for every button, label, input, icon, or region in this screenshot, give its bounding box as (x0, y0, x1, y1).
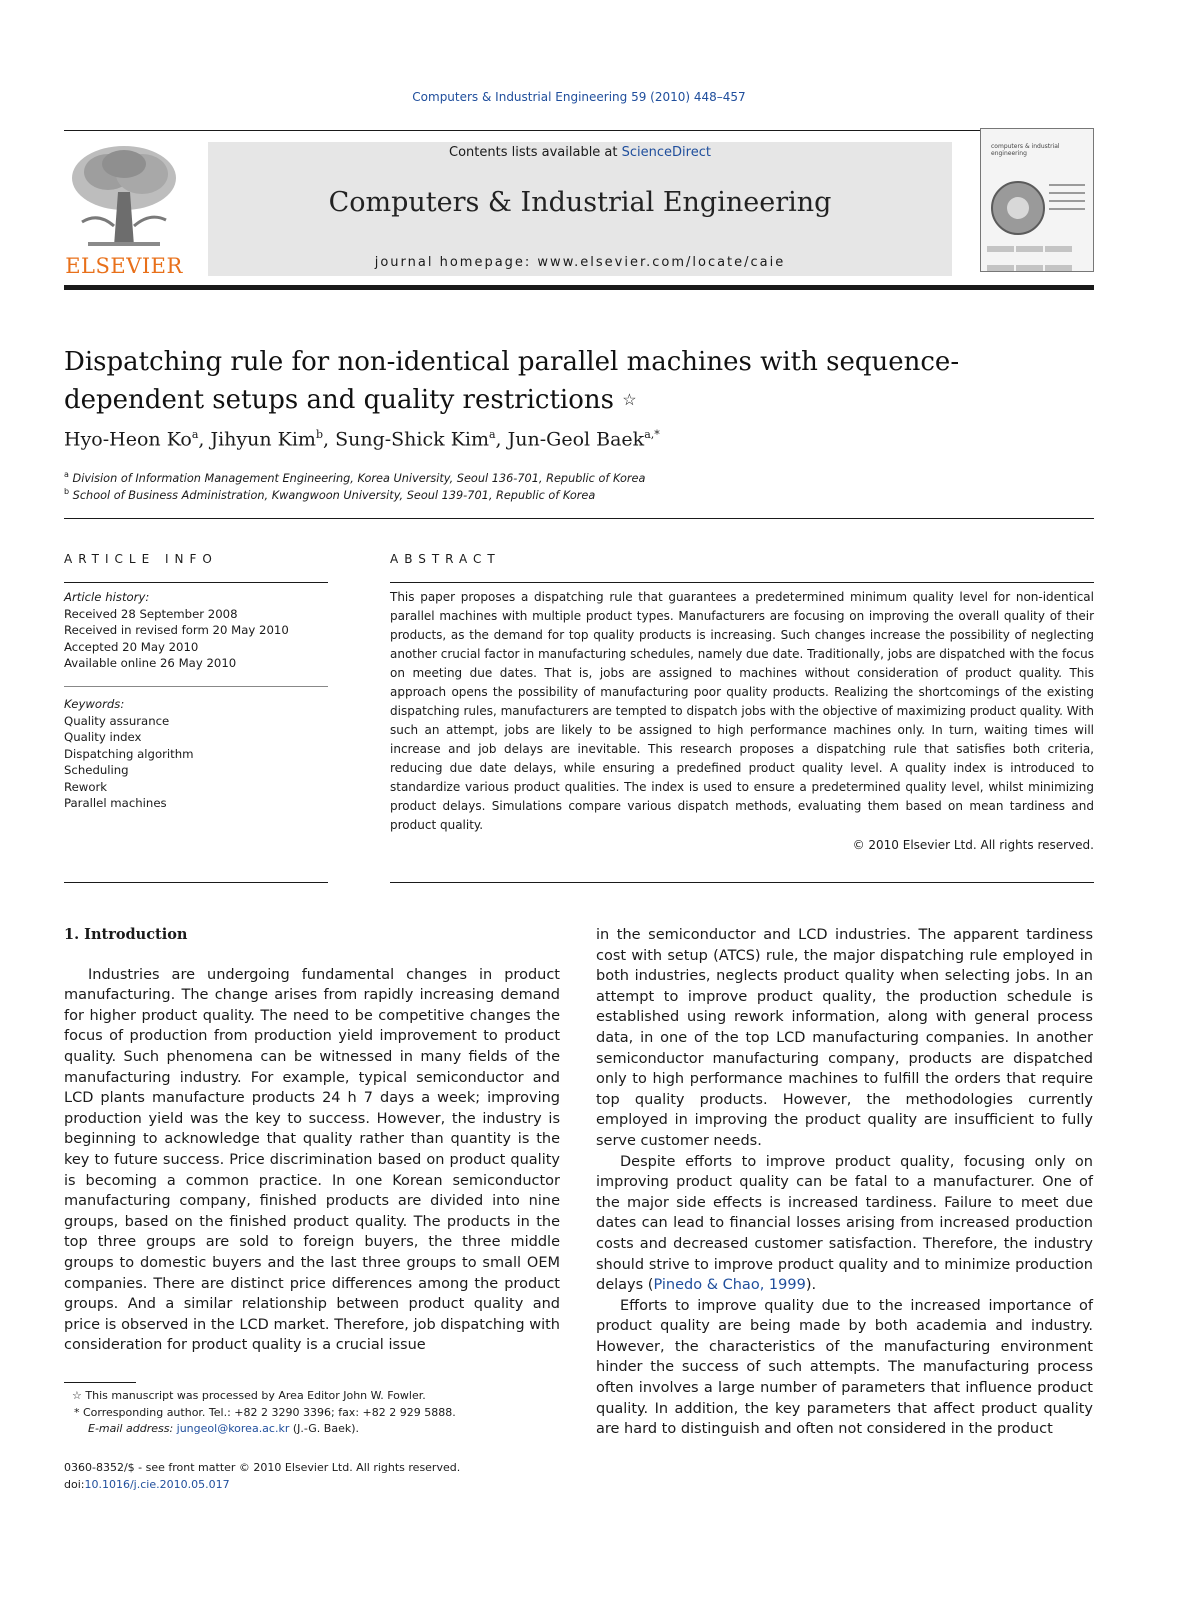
footnote-rule (64, 1382, 136, 1383)
sciencedirect-link[interactable]: ScienceDirect (621, 145, 711, 160)
article-info-bottom-rule (64, 882, 328, 883)
cover-disc-icon (991, 181, 1045, 235)
abstract-text: This paper proposes a dispatching rule that guarantees a predetermined minimum quality level for non-identical parallel machines with multiple product types. Manufacturers are focusing on improving the overall quality of their products, as the demand for top quality products is increasing. Such changes increase the possibility of neglecting another crucial factor in manufacturing schedules, namely due date. Traditionally, jobs are dispatched with the focus on meeting due dates. That is, jobs are assigned to machines without consideration of product quality. This approach opens the possibility of manufacturing poor quality products. Realizing the shortcomings of the existing dispatching rules, manufacturers are tempted to dispatch jobs with the objective of maximizing product quality. With such an attempt, jobs are likely to be assigned to high performance machines only. In turn, waiting times will increase and job delays are inevitable. This research proposes a dispatching rule that satisfies both criteria, reducing due date delays, while ensuring a predefined product quality level. A quality index is introduced to standardize various product qualities. The index is used to ensure a predetermined quality level, whilst minimizing product delays. Simulations compare various dispatch methods, evaluating them based on mean tardiness and product quality. (390, 590, 1094, 832)
affiliation: $^a$ Division of Information Management Engineering, Korea University, Seoul 136-701, Republic of Korea (64, 470, 646, 485)
article-info-heading: ARTICLE INFO (64, 552, 218, 566)
section-heading: 1. Introduction (64, 926, 188, 943)
footnote-star: ☆ This manuscript was processed by Area Editor John W. Fowler. (72, 1389, 426, 1402)
contents-prefix: Contents lists available at (449, 145, 622, 160)
article-info-rule (64, 582, 328, 583)
elsevier-wordmark: ELSEVIER (65, 254, 183, 278)
author-affiliation-mark: a,* (644, 428, 660, 441)
body-left-column (64, 925, 560, 1356)
abstract-bottom-rule (390, 882, 1094, 883)
contents-line (208, 145, 952, 160)
keyword: Dispatching algorithm (64, 746, 194, 761)
journal-citation[interactable]: Computers & Industrial Engineering 59 (2010) 448–457 (412, 90, 746, 104)
keyword: Scheduling (64, 763, 129, 777)
body-paragraph: in the semiconductor and LCD industries. The apparent tardiness cost with setup (ATCS) rule, the major dispatching rule employed in both industries, neglects product quality when selecting jobs. In an attempt to improve product quality, the production schedule is established using rework information, along with general process data, in one of the top LCD manufacturing companies. In another semiconductor manufacturing company, products are dispatched only to high performance machines to fulfill the orders that require top quality products. However, the methodologies currently employed in improving the product quality are insufficient to fully serve customer needs. (596, 927, 1093, 1149)
body-paragraph: Industries are undergoing fundamental changes in product manufacturing. The change arises from rapidly increasing demand for higher product quality. The need to be competitive changes the focus of production from production yield improvement to product quality. Such phenomena can be witnessed in many fields of the manufacturing industry. For example, typical semiconductor and LCD plants manufacture products 24 h 7 days a week; improving production yield was the key to success. However, the industry is beginning to acknowledge that quality rather than quantity is the key to future success. Price discrimination based on product quality is becoming a common practice. In one Korean semiconductor manufacturing company, finished products are divided into nine groups, based on the finished product quality. The products in the top three groups are sold to foreign buyers, the three middle groups to domestic buyers and the last three groups to small OEM companies. There are distinct price differences among the product groups. And a similar relationship between product quality and price is observed in the LCD market. Therefore, job dispatching with consideration for product quality is a crucial issue (64, 966, 560, 1354)
keywords (64, 696, 328, 812)
keyword: Quality index (64, 730, 142, 744)
author-affiliation-mark: b (315, 428, 323, 441)
author-name[interactable]: Hyo-Heon Ko (64, 428, 192, 451)
author-name[interactable]: Jun-Geol Baek (507, 428, 645, 451)
journal-homepage[interactable]: journal homepage: www.elsevier.com/locate/caie (374, 255, 786, 270)
author-name[interactable]: Jihyun Kim (210, 428, 316, 451)
keyword: Parallel machines (64, 796, 167, 810)
publisher-logo (64, 142, 184, 276)
author-affiliation-mark: a (191, 428, 199, 441)
article-history (64, 589, 328, 672)
citation-link[interactable]: Pinedo & Chao, 1999 (653, 1277, 806, 1294)
front-matter (64, 1460, 560, 1493)
title-footnote-mark[interactable]: ☆ (622, 390, 637, 409)
body-paragraph: Efforts to improve quality due to the increased importance of product quality are being made by both academia and industry. However, the characteristics of the manufacturing environment hinder the success of such attempts. The manufacturing process often involves a large number of parameters that influence product quality. In addition, the key parameters that affect product quality are hard to distinguish and often not considered in the product (596, 1297, 1093, 1438)
front-matter-line: 0360-8352/$ - see front matter © 2010 Elsevier Ltd. All rights reserved. (64, 1461, 461, 1474)
body-paragraph: Despite efforts to improve product quality, focusing only on improving product quality can be fatal to a manufacturer. One of the major side effects is increased tardiness. Failure to meet due dates can lead to financial losses arising from increased production costs and decreased customer satisfaction. Therefore, the industry should strive to improve product quality and to minimize production delays (Pinedo & Chao, 1999). (596, 1153, 1093, 1294)
footnote-corresponding: * Corresponding author. Tel.: +82 2 3290 3396; fax: +82 2 929 5888. (74, 1405, 456, 1419)
keywords-label: Keywords: (64, 697, 125, 711)
article-title-text: Dispatching rule for non-identical parallel machines with sequence-dependent setups and quality restrictions (64, 347, 960, 415)
journal-cover-thumbnail (980, 128, 1094, 272)
abstract-heading: ABSTRACT (390, 552, 501, 566)
history-item: Received in revised form 20 May 2010 (64, 623, 289, 637)
doi-line: doi:10.1016/j.cie.2010.05.017 (64, 1477, 230, 1491)
header-top-rule (64, 130, 1094, 131)
cover-boxes (987, 237, 1087, 275)
doi-link[interactable]: 10.1016/j.cie.2010.05.017 (84, 1477, 230, 1491)
author-list: Hyo-Heon Ko$^a$, Jihyun Kim$^b$, Sung-Shick Kim$^a$, Jun-Geol Baek$^{a,*}$ (64, 428, 660, 451)
author-affiliation-mark: a (488, 428, 496, 441)
affiliation: $^b$ School of Business Administration, Kwangwoon University, Seoul 139-701, Republic of Korea (64, 487, 596, 502)
keywords-rule (64, 686, 328, 687)
email-link[interactable]: jungeol@korea.ac.kr (176, 1422, 290, 1435)
keyword: Rework (64, 779, 108, 794)
keyword: Quality assurance (64, 713, 170, 728)
abstract (390, 588, 1094, 852)
history-item: Accepted 20 May 2010 (64, 639, 199, 654)
article-title (64, 343, 1094, 419)
body-right-column (596, 925, 1093, 1440)
abstract-copyright: © 2010 Elsevier Ltd. All rights reserved. (852, 838, 1094, 852)
header-bottom-rule (64, 285, 1094, 290)
author-name[interactable]: Sung-Shick Kim (335, 428, 489, 451)
elsevier-tree-icon (68, 142, 180, 248)
footnote-email: E-mail address: jungeol@korea.ac.kr (J.-G. Baek). (88, 1422, 360, 1435)
cover-lines (1049, 184, 1085, 216)
footnotes (64, 1388, 560, 1438)
history-item: Available online 26 May 2010 (64, 656, 237, 670)
history-item: Received 28 September 2008 (64, 606, 238, 621)
abstract-rule (390, 582, 1094, 583)
journal-name: Computers & Industrial Engineering (328, 187, 832, 218)
history-label: Article history: (64, 590, 150, 604)
cover-title: computers & industrial engineering (991, 143, 1060, 157)
title-bottom-rule (64, 518, 1094, 519)
